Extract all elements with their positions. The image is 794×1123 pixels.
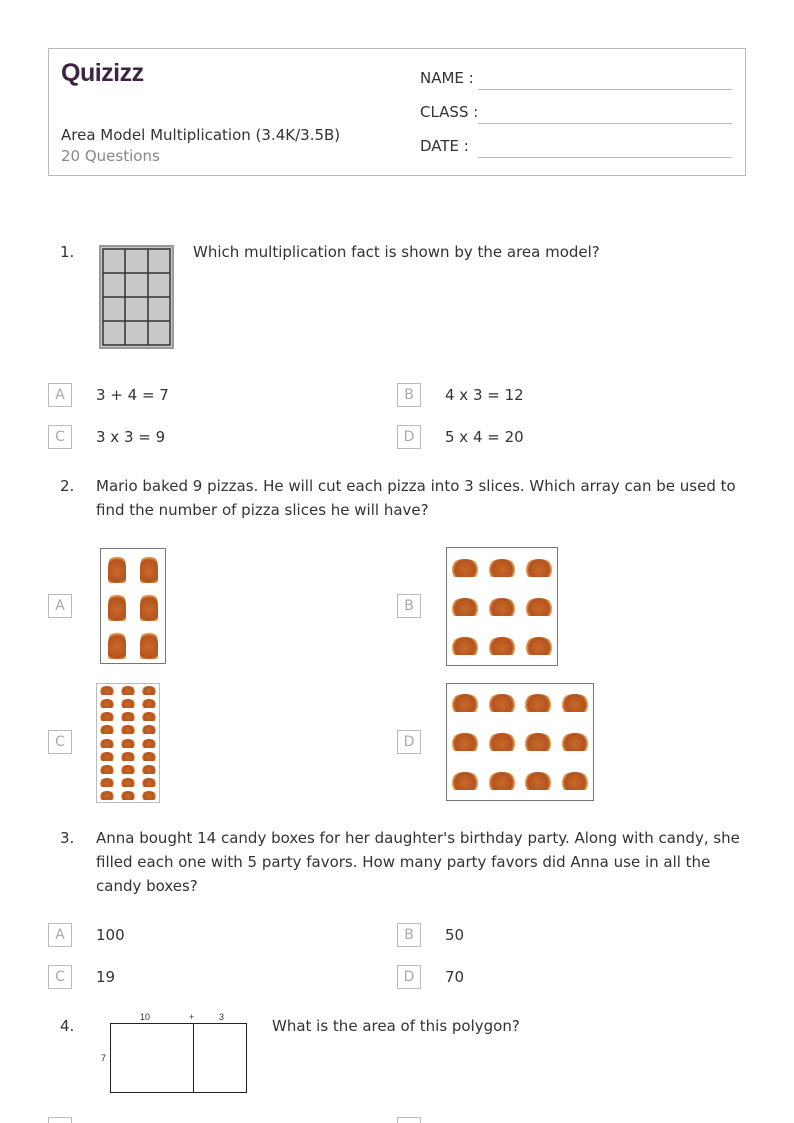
pizza-slice-icon [120, 778, 136, 787]
pizza-slice-icon [120, 699, 136, 708]
question-number: 4. [60, 1017, 75, 1035]
pizza-slice-icon [99, 765, 115, 774]
option-c-text: 19 [96, 968, 116, 986]
label-7: 7 [101, 1053, 107, 1063]
option-a-text: 100 [96, 926, 125, 944]
pizza-slice-icon [99, 725, 115, 734]
pizza-slice-icon [450, 733, 480, 751]
pizza-slice-icon [141, 778, 157, 787]
pizza-slice-icon [450, 694, 480, 712]
worksheet-title: Area Model Multiplication (3.4K/3.5B) [61, 126, 341, 144]
question-text: What is the area of this polygon? [272, 1017, 520, 1035]
option-a-box[interactable]: A [48, 923, 72, 947]
label-plus: + [189, 1012, 195, 1022]
question-text: Which multiplication fact is shown by the area model? [193, 243, 600, 261]
pizza-slice-icon [523, 772, 553, 790]
pizza-slice-icon [141, 686, 157, 695]
pizza-slice-icon [523, 733, 553, 751]
pizza-slice-icon [560, 694, 590, 712]
pizza-slice-icon [108, 553, 126, 583]
name-label: NAME : [420, 69, 474, 87]
pizza-array-b-image [446, 547, 558, 666]
pizza-slice-icon [141, 699, 157, 708]
area-model-grid-image [99, 245, 174, 349]
pizza-array-c-image [96, 683, 160, 803]
pizza-slice-icon [120, 686, 136, 695]
pizza-slice-icon [560, 772, 590, 790]
pizza-slice-icon [450, 637, 480, 655]
pizza-slice-icon [141, 725, 157, 734]
option-c-box[interactable]: C [48, 425, 72, 449]
label-3: 3 [219, 1012, 225, 1022]
pizza-slice-icon [487, 694, 517, 712]
question-number: 3. [60, 829, 75, 847]
option-d-box[interactable]: D [397, 965, 421, 989]
pizza-slice-icon [141, 739, 157, 748]
option-c-box[interactable]: C [48, 730, 72, 754]
option-b-box[interactable]: B [397, 923, 421, 947]
pizza-slice-icon [108, 591, 126, 621]
question-text: Anna bought 14 candy boxes for her daughter's birthday party. Along with candy, she filled each one with 5 party favors. How many party favors did Anna use in all the candy boxes? [96, 829, 740, 895]
name-field[interactable] [478, 89, 732, 90]
option-d-text: 5 x 4 = 20 [445, 428, 524, 446]
pizza-slice-icon [120, 752, 136, 761]
question-count: 20 Questions [61, 147, 160, 165]
pizza-slice-icon [120, 765, 136, 774]
question-text: Mario baked 9 pizzas. He will cut each pizza into 3 slices. Which array can be used to find the number of pizza slices he will have? [96, 477, 736, 519]
question-number: 2. [60, 477, 75, 495]
pizza-slice-icon [523, 694, 553, 712]
pizza-slice-icon [524, 598, 554, 616]
pizza-slice-icon [99, 699, 115, 708]
option-d-box[interactable]: D [397, 730, 421, 754]
pizza-slice-icon [450, 559, 480, 577]
class-label: CLASS : [420, 103, 479, 121]
pizza-slice-icon [141, 765, 157, 774]
question-number: 1. [60, 243, 75, 261]
pizza-slice-icon [99, 712, 115, 721]
pizza-slice-icon [99, 686, 115, 695]
option-a-box[interactable]: A [48, 383, 72, 407]
pizza-slice-icon [487, 733, 517, 751]
pizza-slice-icon [487, 598, 517, 616]
option-d-box[interactable]: D [397, 425, 421, 449]
pizza-slice-icon [141, 791, 157, 800]
pizza-slice-icon [99, 791, 115, 800]
option-b-box[interactable]: B [397, 594, 421, 618]
pizza-slice-icon [524, 559, 554, 577]
pizza-slice-icon [487, 559, 517, 577]
worksheet-header [48, 48, 746, 176]
pizza-slice-icon [99, 778, 115, 787]
pizza-slice-icon [524, 637, 554, 655]
date-field[interactable] [478, 157, 732, 158]
pizza-slice-icon [141, 712, 157, 721]
pizza-array-d-image [446, 683, 594, 801]
quizizz-logo: Quizizz [61, 59, 144, 87]
pizza-slice-icon [99, 752, 115, 761]
option-a-box[interactable]: A [48, 594, 72, 618]
pizza-slice-icon [450, 598, 480, 616]
option-d-text: 70 [445, 968, 465, 986]
polygon-area-diagram [96, 1010, 256, 1100]
pizza-slice-icon [450, 772, 480, 790]
pizza-slice-icon [120, 739, 136, 748]
pizza-slice-icon [487, 637, 517, 655]
option-a-text: 3 + 4 = 7 [96, 386, 169, 404]
option-b-text: 50 [445, 926, 465, 944]
pizza-slice-icon [108, 629, 126, 659]
pizza-slice-icon [120, 725, 136, 734]
option-c-text: 3 x 3 = 9 [96, 428, 166, 446]
pizza-slice-icon [99, 739, 115, 748]
pizza-slice-icon [120, 712, 136, 721]
pizza-slice-icon [140, 591, 158, 621]
option-b-box[interactable]: B [397, 383, 421, 407]
pizza-slice-icon [120, 791, 136, 800]
pizza-slice-icon [560, 733, 590, 751]
option-a-box[interactable] [48, 1117, 72, 1123]
pizza-slice-icon [140, 553, 158, 583]
label-10: 10 [140, 1012, 151, 1022]
date-label: DATE : [420, 137, 469, 155]
pizza-slice-icon [141, 752, 157, 761]
option-b-text: 4 x 3 = 12 [445, 386, 524, 404]
class-field[interactable] [478, 123, 732, 124]
pizza-slice-icon [140, 629, 158, 659]
option-b-box[interactable] [397, 1117, 421, 1123]
pizza-slice-icon [487, 772, 517, 790]
option-c-box[interactable]: C [48, 965, 72, 989]
pizza-array-a-image [100, 548, 166, 664]
